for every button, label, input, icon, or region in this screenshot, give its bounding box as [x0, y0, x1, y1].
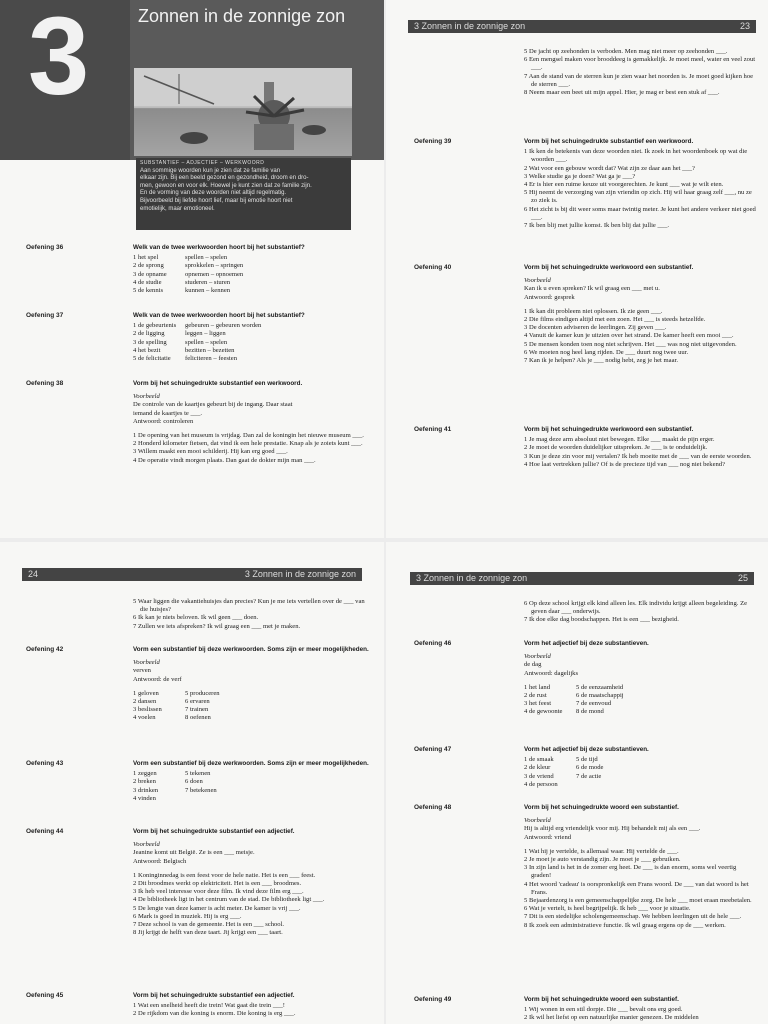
exercise-body	[524, 426, 756, 469]
row	[133, 795, 374, 803]
caption-title: SUBSTANTIEF – ADJECTIEF – WERKWOORD	[140, 160, 265, 166]
term: 4 de gewoonte	[524, 708, 563, 716]
exercise-item: 4 Er is hier een ruime keuze uit voorgerechten. Je kunt ___ wat je wilt eten.	[524, 181, 724, 189]
exercise-label: Oefening 39	[414, 138, 452, 145]
exercise-label: Oefening 46	[414, 640, 452, 647]
page-header	[22, 568, 362, 581]
exercise-body	[133, 598, 374, 631]
example-line: Kan ik u even spreken? Ik wil graag een ___ met u.	[524, 285, 660, 293]
instruction: Vorm een substantief bij deze werkwoorden. Soms zijn er meer mogelijkheden.	[133, 646, 369, 653]
exercise-item: 8 Jij krijgt de helft van deze taart. Jij krijgt een ___ taart.	[133, 929, 283, 937]
example-answer: Antwoord: gesprek	[524, 293, 575, 301]
example-label: Voorbeeld	[524, 277, 551, 285]
term: 6 de maatschappij	[576, 692, 624, 700]
exercise-body	[524, 640, 756, 717]
page-number: 24	[28, 569, 39, 579]
term: 6 de mode	[576, 764, 604, 772]
page-24	[0, 542, 384, 1024]
row	[133, 770, 374, 778]
term: 4 de studie	[133, 278, 162, 286]
exercise-label: Oefening 37	[26, 312, 64, 319]
exercise-item: 7 Zullen we iets afspreken? Ik wil graag een ___ met je maken.	[133, 622, 301, 630]
example-answer: Antwoord: dagelijks	[524, 669, 579, 677]
example-answer: Antwoord: vriend	[524, 833, 572, 841]
instruction: Vorm het adjectief bij deze substantieven.	[524, 746, 649, 753]
chapter-banner	[0, 0, 384, 212]
options: kunnen – kennen	[185, 287, 231, 295]
term: 2 de sprong	[133, 262, 164, 270]
term: 3 drinken	[133, 786, 159, 794]
options: opnemen – opnoemen	[185, 270, 244, 278]
exercise-item: 6 Ik kan je niets beloven. Ik wil geen ___ doen.	[133, 614, 259, 622]
exercise-label: Oefening 44	[26, 828, 64, 835]
term: 6 ervaren	[185, 698, 210, 706]
exercise-label: Oefening 45	[26, 992, 64, 999]
exercise-item: 6 Op deze school krijgt elk kind alleen les. Elk individu krijgt alleen begeleiding. Ze geven daar ___ onderwijs.	[524, 600, 748, 616]
instruction: Vorm bij het schuingedrukte substantief een werkwoord.	[524, 138, 694, 145]
exercise-item: 7 Dit is een stedelijke scholengemeenschap. We hebben leerlingen uit de hele ___.	[524, 913, 742, 921]
example-label: Voorbeeld	[524, 817, 551, 825]
exercise-item: 2 De rijkdom van die koning is enorm. Die koning is erg ___.	[133, 1010, 296, 1018]
exercise-body	[524, 48, 756, 97]
instruction: Vorm bij het schuingedrukte substantief een adjectief.	[133, 828, 295, 835]
term: 1 het land	[524, 683, 551, 691]
exercise-item: 1 Wij wonen in een stil dorpje. Die ___ bevalt ons erg goed.	[524, 1006, 683, 1014]
row	[133, 706, 374, 714]
exercise-label: Oefening 36	[26, 244, 64, 251]
term: 1 zeggen	[133, 770, 157, 778]
example-answer: Antwoord: controleren	[133, 417, 194, 425]
term: 1 de gebeurtenis	[133, 322, 177, 330]
exercise-item: 6 Een mengsel maken voor brooddeeg is gemakkelijk. Je moet meel, water en veel zout ___.	[524, 56, 756, 72]
exercise-item: 2 Wat voor een gebouw wordt dat? Wat zijn ze daar aan het ___?	[524, 164, 695, 172]
exercise-item: 3 Willem maakt een mooi schilderij. Hij kan erg goed ___.	[133, 448, 288, 456]
exercise-item: 7 Deze school is van de gemeente. Het is een ___ school.	[133, 921, 285, 929]
row	[133, 355, 374, 363]
caption-line: elkaar zijn. Bij een beeld gezond en gezondheid, droom en dro-	[140, 175, 309, 182]
term: 3 beslissen	[133, 706, 162, 714]
exercise-label: Oefening 49	[414, 996, 452, 1003]
exercise-item: 5 Hij neemt de verzorging van zijn vriendin op zich. Hij wil haar graag zelf ___, nu ze zo ziek is.	[524, 189, 752, 205]
options: gebeuren – gebeuren worden	[185, 322, 262, 330]
exercise-item: 8 Neem maar een beet uit mijn appel. Hier, je mag er best een stuk af ___.	[524, 89, 720, 97]
example-line: Hij is altijd erg vriendelijk voor mij. Hij behandelt mij als een ___.	[524, 825, 701, 833]
term: 7 betekenen	[185, 786, 217, 794]
exercise-item: 5 Bejaardenzorg is een gemeenschappelijke zorg. De hele ___ moet eraan meebetalen.	[524, 897, 752, 905]
exercise-item: 2 Ik wil het liefst op een natuurlijke manier genezen. De middelen	[524, 1014, 699, 1022]
row	[524, 764, 756, 772]
page-header	[408, 20, 756, 33]
exercise-item: 7 Ik ben blij met jullie komst. Ik ben blij dat jullie ___.	[524, 222, 670, 230]
exercise-item: 4 De bibliotheek ligt in het centrum van de stad. De bibliotheek ligt ___.	[133, 896, 325, 904]
term: 5 de felicitatie	[133, 355, 171, 363]
page-number: 23	[739, 21, 750, 31]
row	[133, 271, 374, 279]
exercise-body	[133, 380, 374, 465]
row	[133, 279, 374, 287]
term	[185, 795, 237, 803]
term: 5 de kennis	[133, 287, 164, 295]
exercise-body	[133, 244, 374, 295]
example-line: iemand de kaartjes te ___.	[133, 409, 203, 417]
exercise-item: 5 De mensen konden toen nog niet schrijven. Het ___ was nog niet uitgevonden.	[524, 340, 737, 348]
term: 4 het bezit	[133, 346, 161, 354]
row	[133, 322, 374, 330]
beach-photo-illustration	[134, 68, 352, 156]
example-line: de dag	[524, 661, 542, 669]
exercise-item: 2 Je moet je auto verstandig zijn. Je moet je ___ gebruiken.	[524, 856, 681, 864]
row	[524, 781, 756, 789]
example-line: De controle van de kaartjes gebeurt bij de ingang. Daar staat	[133, 401, 293, 409]
exercise-body	[133, 646, 374, 723]
example-line: verven	[133, 667, 151, 675]
exercise-item: 4 Het woord 'cadeau' is oorspronkelijk een Frans woord. De ___ van dat woord is het Frans.	[524, 880, 749, 896]
exercise-item: 1 Koninginnedag is een feest voor de hele natie. Het is een ___ feest.	[133, 871, 316, 879]
exercise-item: 5 De lengte van deze kamer is acht meter. De kamer is vrij ___.	[133, 904, 301, 912]
exercise-item: 4 Hoe laat vertrekken jullie? Of is de precieze tijd van ___ nog niet bekend?	[524, 460, 726, 468]
instruction: Vorm een substantief bij deze werkwoorden. Soms zijn er meer mogelijkheden.	[133, 760, 369, 767]
term: 4 de persoon	[524, 780, 558, 788]
exercise-label: Oefening 40	[414, 264, 452, 271]
exercise-item: 6 Wat je vertelt, is heel begrijpelijk. Ik heb ___ voor je situatie.	[524, 905, 691, 913]
exercise-item: 5 Waar liggen die vakantiehuisjes dan precies? Kun je me iets vertellen over de ___ van die huisjes?	[133, 598, 365, 614]
example-line: Jeanine komt uit België. Ze is een ___ meisje.	[133, 849, 255, 857]
exercise-label: Oefening 43	[26, 760, 64, 767]
options: bezitten – bezetten	[185, 346, 235, 354]
exercise-label: Oefening 41	[414, 426, 452, 433]
exercise-label: Oefening 42	[26, 646, 64, 653]
exercise-label: Oefening 48	[414, 804, 452, 811]
instruction: Vorm bij het schuingedrukte werkwoord een substantief.	[524, 426, 694, 433]
exercise-item: 5 De jacht op zeehonden is verboden. Men mag niet meer op zeehonden ___.	[524, 48, 728, 55]
term: 3 de opname	[133, 270, 167, 278]
row	[524, 773, 756, 781]
term: 2 de kleur	[524, 764, 551, 772]
row	[524, 684, 756, 692]
page-number: 25	[737, 573, 748, 583]
exercise-item: 3 Kun je deze zin voor mij vertalen? Ik heb moeite met de ___ van de eerste woorden.	[524, 452, 752, 460]
exercise-item: 7 Kan ik je helpen? Als je ___ nodig hebt, zeg je het maar.	[524, 357, 678, 365]
instruction: Vorm het adjectief bij deze substantieven.	[524, 640, 649, 647]
exercise-body	[524, 996, 756, 1023]
term: 1 geloven	[133, 689, 159, 697]
exercise-body	[524, 804, 756, 930]
exercise-body	[524, 138, 756, 230]
row	[133, 287, 374, 295]
row	[133, 698, 374, 706]
term: 3 het feest	[524, 700, 552, 708]
exercise-item: 1 Wat hij je vertelde, is allemaal waar. Hij vertelde de ___.	[524, 847, 679, 855]
instruction: Welk van de twee werkwoorden hoort bij het substantief?	[133, 312, 305, 319]
term: 1 de smaak	[524, 756, 554, 764]
row	[133, 690, 374, 698]
exercise-item: 4 Vanuit de kamer kun je uitzien over het strand. De kamer heeft een mooi ___.	[524, 332, 734, 340]
chapter-number: 3	[28, 0, 90, 118]
exercise-item: 4 De operatie vindt morgen plaats. Dan gaat de dokter mijn man ___.	[133, 456, 316, 464]
row	[524, 756, 756, 764]
term: 7 de actie	[576, 772, 602, 780]
options: spellen – spelen	[185, 254, 228, 262]
instruction: Vorm bij het schuingedrukte woord een substantief.	[524, 996, 679, 1003]
instruction: Vorm bij het schuingedrukte werkwoord een substantief.	[524, 264, 694, 271]
term: 7 de eenvoud	[576, 700, 612, 708]
term: 2 de rust	[524, 692, 547, 700]
instruction: Vorm bij het schuingedrukte substantief een adjectief.	[133, 992, 295, 999]
term: 6 doen	[185, 778, 203, 786]
example-label: Voorbeeld	[524, 653, 551, 661]
exercise-item: 2 Die films eindigen altijd met een zoen. Het ___ is steeds hetzelfde.	[524, 316, 706, 324]
exercise-item: 6 Het zicht is bij dit weer soms maar twintig meter. Je kunt het andere verkeer niet goed ___.	[524, 205, 756, 221]
chapter-title: Zonnen in de zonnige zon	[138, 6, 346, 26]
exercise-item: 1 Ik ken de betekenis van deze woorden niet. Ik zoek in het woordenboek op wat die woorden ___.	[524, 148, 748, 164]
row	[133, 339, 374, 347]
term: 7 trainen	[185, 706, 209, 714]
exercise-item: 1 De opening van het museum is vrijdag. Dan zal de koningin het nieuwe museum ___.	[133, 432, 364, 440]
term: 2 breken	[133, 778, 156, 786]
instruction: Welk van de twee werkwoorden hoort bij het substantief?	[133, 244, 305, 251]
chapter-number-box	[0, 0, 130, 160]
term: 5 tekenen	[185, 770, 211, 778]
exercise-label: Oefening 38	[26, 380, 64, 387]
exercise-item: 2 Honderd kilometer fietsen, dat vind ik een hele prestatie. Knap als je zoiets kunt ___.	[133, 440, 363, 448]
exercise-item: 3 In zijn land is het in de zomer erg heet. De ___ is dan enorm, soms wel veertig graden!	[524, 864, 737, 880]
exercise-body	[524, 746, 756, 789]
caption-line: emotielijk, maar emotioneel.	[140, 205, 215, 212]
exercise-item: 2 Dit broodmes werkt op elektriciteit. Het is een ___ broodmes.	[133, 880, 302, 888]
header-title: 3 Zonnen in de zonnige zon	[414, 21, 526, 31]
term: 8 oefenen	[185, 714, 211, 722]
term: 3 de vriend	[524, 772, 554, 780]
options: sprokkelen – springen	[185, 262, 244, 270]
term: 2 dansen	[133, 698, 157, 706]
exercise-item: 1 Wat een snelheid heeft die trein! Wat gaat die trein ___!	[133, 1002, 285, 1010]
exercise-label: Oefening 47	[414, 746, 452, 753]
options: studeren – sturen	[185, 278, 231, 286]
example-label: Voorbeeld	[133, 393, 160, 401]
row	[133, 787, 374, 795]
exercise-body	[133, 312, 374, 363]
chapter-photo	[134, 68, 352, 156]
term: 5 de eenzaamheid	[576, 683, 624, 691]
example-label: Voorbeeld	[133, 841, 160, 849]
term: 8 de mond	[576, 708, 604, 716]
term: 4 voelen	[133, 714, 156, 722]
exercise-item: 3 Ik heb veel interesse voor deze film. Ik vind deze film erg ___.	[133, 888, 304, 896]
exercise-item: 1 Ik kan dit probleem niet oplossen. Ik zie geen ___.	[524, 307, 663, 315]
row	[133, 714, 374, 722]
exercise-item: 2 Je moet de woorden duidelijker uitspreken. Je ___ is te onduidelijk.	[524, 444, 708, 452]
options: leggen – liggen	[185, 330, 226, 338]
caption-line: Aan sommige woorden kun je zien dat ze familie van	[140, 167, 281, 174]
options: feliciteren – feesten	[185, 355, 237, 363]
example-answer: Antwoord: Belgisch	[133, 857, 187, 865]
exercise-item: 7 Ik doe elke dag boodschappen. Het is een ___ bezigheid.	[524, 616, 679, 624]
row	[133, 262, 374, 270]
term: 1 het spel	[133, 254, 159, 262]
page-22	[0, 0, 384, 538]
exercise-item: 3 Welke studie ga je doen? Wat ga je ___?	[524, 172, 636, 180]
exercise-body	[133, 992, 374, 1019]
term: 2 de ligging	[133, 330, 165, 338]
exercise-item: 6 Mark is goed in muziek. Hij is erg ___.	[133, 912, 242, 920]
exercise-body	[133, 760, 374, 803]
exercise-item: 7 Aan de stand van de sterren kun je zien waar het noorden is. Je moet goed kijken hoe de sterren ___.	[524, 72, 754, 88]
term: 4 vinden	[133, 794, 156, 802]
term: 5 de tijd	[576, 756, 598, 764]
row	[133, 347, 374, 355]
page-25	[386, 542, 768, 1024]
example-label: Voorbeeld	[133, 659, 160, 667]
row	[133, 254, 374, 262]
exercise-body	[524, 264, 756, 365]
header-title: 3 Zonnen in de zonnige zon	[244, 569, 356, 579]
grammar-caption	[136, 158, 351, 230]
page-23	[386, 0, 768, 538]
caption-line: En de vorming van deze woorden niet altijd regelmatig.	[140, 190, 287, 197]
instruction: Vorm bij het schuingedrukte substantief een werkwoord.	[133, 380, 303, 387]
page-header	[410, 572, 754, 585]
example-answer: Antwoord: de verf	[133, 675, 182, 683]
exercise-body	[524, 600, 756, 625]
term: 3 de spelling	[133, 338, 167, 346]
instruction: Vorm bij het schuingedrukte woord een substantief.	[524, 804, 679, 811]
row	[524, 708, 756, 716]
exercise-item: 8 Ik zoek een administratieve functie. Ik wil graag ergens op de ___ werken.	[524, 921, 726, 929]
term: 5 produceren	[185, 689, 220, 697]
exercise-body	[133, 828, 374, 937]
header-title: 3 Zonnen in de zonnige zon	[416, 573, 528, 583]
exercise-item: 3 De docenten adviseren de leerlingen. Zij geven ___.	[524, 324, 667, 332]
exercise-item: 6 We moeten nog heel lang rijden. De ___ duurt nog twee uur.	[524, 348, 689, 356]
options: spellen – spelen	[185, 338, 228, 346]
caption-line: Bijvoorbeeld bij liefde hoort lief, maar bij emotie hoort niet	[140, 197, 293, 204]
row	[133, 778, 374, 786]
caption-line: men, gewoon en voor elk. Hoewel je kunt zien dat ze familie zijn.	[140, 182, 312, 189]
row	[524, 700, 756, 708]
row	[133, 330, 374, 338]
row	[524, 692, 756, 700]
exercise-item: 1 Je mag deze arm absoluut niet bewegen. Elke ___ maakt de pijn erger.	[524, 436, 715, 444]
